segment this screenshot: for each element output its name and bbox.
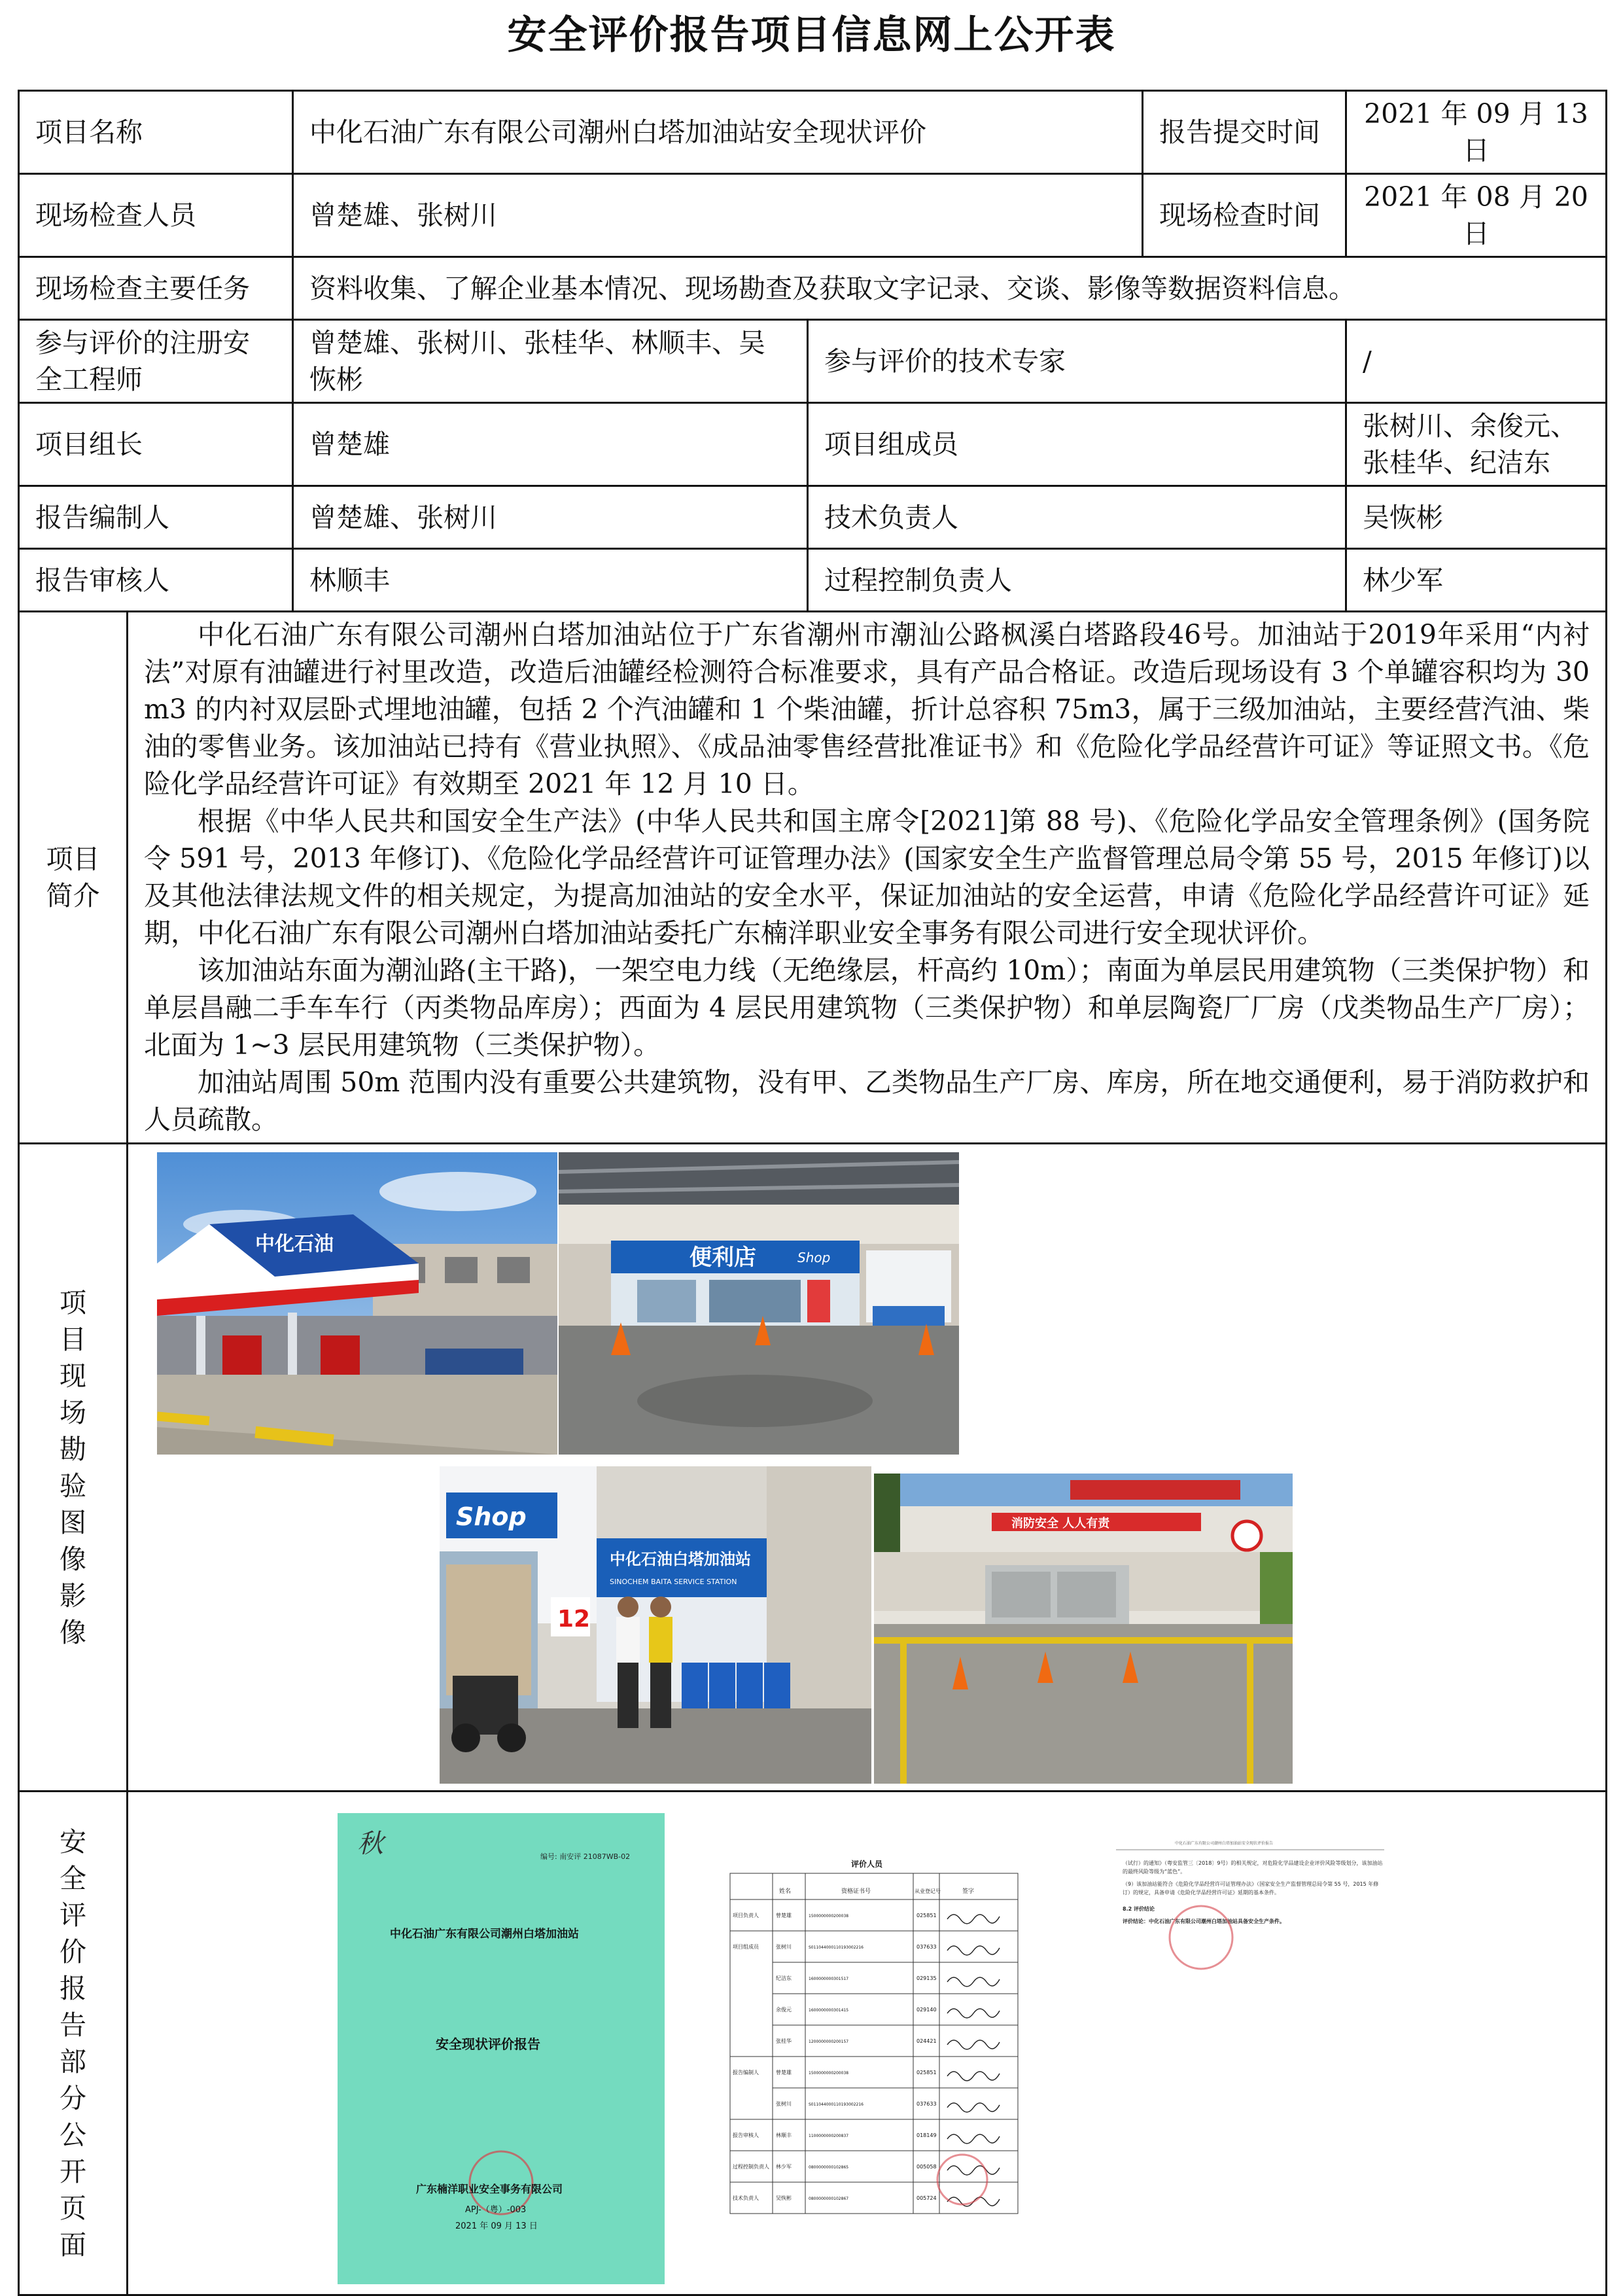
report-cover-page bbox=[338, 1813, 665, 2284]
staff-reg-no: 025851 bbox=[916, 1913, 937, 1918]
row-intro bbox=[19, 612, 1607, 1144]
info-table bbox=[18, 90, 1607, 2296]
row-report-pages bbox=[19, 1792, 1607, 2295]
staff-name: 张桂华 bbox=[776, 2038, 792, 2044]
process-control-value: 林少军 bbox=[1346, 549, 1607, 612]
staff-name: 余俊元 bbox=[776, 2007, 792, 2013]
staff-signature bbox=[947, 2103, 1000, 2112]
row-photos bbox=[19, 1144, 1607, 1792]
staff-photo bbox=[440, 1466, 871, 1784]
price-sign-text: 12 bbox=[557, 1606, 591, 1633]
cover-company: 中化石油广东有限公司潮州白塔加油站 bbox=[390, 1928, 579, 1941]
staff-signature bbox=[947, 2166, 1000, 2175]
report-conclusion-page bbox=[1077, 1813, 1417, 2284]
project-name-value: 中化石油广东有限公司潮州白塔加油站安全现状评价 bbox=[293, 91, 1143, 174]
station-sign-text: 中化石油 bbox=[255, 1233, 334, 1256]
staff-header-sign: 签字 bbox=[962, 1888, 975, 1895]
row-compiler bbox=[19, 486, 1607, 549]
reviewer-label: 报告审核人 bbox=[19, 549, 293, 612]
staff-signature bbox=[947, 2040, 1000, 2049]
row-main-task bbox=[19, 257, 1607, 320]
cover-cert: APJ-（粤）-003 bbox=[465, 2205, 527, 2215]
staff-cert-no: 1600000000301517 bbox=[809, 1977, 849, 1981]
row-inspectors bbox=[19, 174, 1607, 257]
cover-date: 2021 年 09 月 13 日 bbox=[455, 2221, 538, 2231]
staff-header-name: 姓名 bbox=[779, 1888, 792, 1895]
staff-reg-no: 029140 bbox=[916, 2007, 937, 2013]
staff-cert-no: 1500000000200038 bbox=[809, 1914, 849, 1918]
project-name-label: 项目名称 bbox=[19, 91, 293, 174]
row-engineers bbox=[19, 320, 1607, 403]
staff-reg-no: 024421 bbox=[916, 2038, 937, 2044]
staff-name: 吴恢彬 bbox=[776, 2195, 792, 2201]
staff-name: 曾楚雄 bbox=[776, 2070, 792, 2075]
cover-agency: 广东楠洋职业安全事务有限公司 bbox=[416, 2183, 563, 2195]
wall-banner-text: 消防安全 人人有责 bbox=[1011, 1517, 1110, 1530]
tech-lead-label: 技术负责人 bbox=[808, 486, 1346, 549]
staff-table-title: 评价人员 bbox=[851, 1860, 883, 1869]
staff-role: 报告编制人 bbox=[733, 2070, 759, 2075]
experts-label: 参与评价的技术专家 bbox=[808, 320, 1346, 403]
engineers-value: 曾楚雄、张树川、张桂华、林顺丰、吴恢彬 bbox=[293, 320, 808, 403]
inspection-time-label: 现场检查时间 bbox=[1143, 174, 1346, 257]
staff-header-reg: 从业登记号 bbox=[915, 1888, 941, 1894]
engineers-label: 参与评价的注册安全工程师 bbox=[19, 320, 293, 403]
staff-signature bbox=[947, 1946, 1000, 1955]
staff-name: 林少军 bbox=[776, 2164, 792, 2170]
staff-stamp bbox=[937, 2155, 987, 2204]
inspectors-label: 现场检查人员 bbox=[19, 174, 293, 257]
conclusion-line: （9）该加油站能符合《危险化学品经营许可证管理办法》（国家安全生产监督管理总局令第 55 号，2015 年修订）的规定，具备申请《危险化学品经营许可证》延期的基本条件。 bbox=[1123, 1881, 1379, 1896]
cover-report-title: 安全现状评价报告 bbox=[436, 2036, 540, 2052]
staff-name: 张树川 bbox=[776, 2101, 792, 2107]
row-reviewer bbox=[19, 549, 1607, 612]
pages-cell bbox=[128, 1792, 1607, 2295]
tank-area-photo bbox=[874, 1474, 1293, 1784]
submit-time-value: 2021 年 09 月 13 日 bbox=[1346, 91, 1607, 174]
page-title: 安全评价报告项目信息网上公开表 bbox=[507, 12, 1116, 58]
store-sign-text: 便利店 bbox=[689, 1245, 756, 1271]
staff-cert-no: 1500000000200038 bbox=[809, 2071, 849, 2075]
staff-signature bbox=[947, 1915, 1000, 1924]
staff-header-cert: 资格证书号 bbox=[841, 1888, 871, 1895]
staff-name: 林顺丰 bbox=[776, 2132, 792, 2138]
photos-cell bbox=[128, 1144, 1607, 1792]
staff-signature bbox=[947, 2072, 1000, 2081]
members-value: 张树川、余俊元、张桂华、纪洁东 bbox=[1346, 403, 1607, 486]
staff-signature bbox=[947, 2009, 1000, 2018]
staff-reg-no: 025851 bbox=[916, 2070, 937, 2075]
intro-paragraph: 加油站周围 50m 范围内没有重要公共建筑物，没有甲、乙类物品生产厂房、库房，所在地交通便利，易于消防救护和人员疏散。 bbox=[144, 1067, 1590, 1135]
leader-value: 曾楚雄 bbox=[293, 403, 808, 486]
experts-value: / bbox=[1346, 320, 1607, 403]
intro-paragraph: 中化石油广东有限公司潮州白塔加油站位于广东省潮州市潮汕公路枫溪白塔路段46号。加油站于2019年采用“内衬法”对原有油罐进行衬里改造，改造后油罐经检测符合标准要求，具有产品合格证。改造后现场设有 3 个单罐容积均为 30m3 的内衬双层卧式埋地油罐，包括 2 个汽油罐和 1 个柴油罐，折计总容积 75m3，属于三级加油站，主要经营汽油、柴油的零售业务。该加油站已持有《营业执照》、《成品油零售经营批准证书》和《危险化学品经营许可证》等证照文书。《危险化学品经营许可证》有效期至 2021 年 12 月 10 日。 bbox=[144, 619, 1590, 800]
leader-label: 项目组长 bbox=[19, 403, 293, 486]
main-task-label: 现场检查主要任务 bbox=[19, 257, 293, 320]
station-name-text: 中化石油白塔加油站 bbox=[610, 1550, 751, 1568]
intro-paragraph: 该加油站东面为潮汕路(主干路)，一架空电力线（无绝缘层，杆高约 10m）；南面为单层民用建筑物（三类保护物）和单层昌融二手车车行（丙类物品库房）；西面为 4 层民用建筑物（三类保护物）和单层陶瓷厂厂房（戊类物品生产厂房）；北面为 1~3 层民用建筑物（三类保护物）。 bbox=[144, 955, 1590, 1061]
main-task-value: 资料收集、了解企业基本情况、现场勘查及获取文字记录、交谈、影像等数据资料信息。 bbox=[293, 257, 1607, 320]
conclusion-line: （试行）的通知》（粤安监管三〔2018〕9号）的相关规定，对危险化学品建设企业评价风险等级划分，该加油站的最终风险等级为“蓝色”。 bbox=[1123, 1860, 1383, 1875]
compiler-label: 报告编制人 bbox=[19, 486, 293, 549]
intro-content bbox=[128, 612, 1607, 1144]
process-control-label: 过程控制负责人 bbox=[808, 549, 1346, 612]
conclusion-text: 评价结论：中化石油广东有限公司潮州白塔加油站具备安全生产条件。 bbox=[1123, 1918, 1285, 1924]
conclusion-section: 8.2 评价结论 bbox=[1123, 1906, 1155, 1912]
staff-role: 项目负责人 bbox=[733, 1913, 759, 1918]
staff-cert-no: S011044000110193002216 bbox=[809, 1945, 864, 1950]
report-staff-page bbox=[704, 1813, 1044, 2284]
inspection-time-value: 2021 年 08 月 20 日 bbox=[1346, 174, 1607, 257]
staff-reg-no: 018149 bbox=[916, 2132, 937, 2138]
intro-label: 项目简介 bbox=[19, 612, 128, 1144]
staff-signature bbox=[947, 2134, 1000, 2144]
staff-cert-no: 1200000000200157 bbox=[809, 2040, 849, 2044]
intro-paragraph: 根据《中华人民共和国安全生产法》(中华人民共和国主席令[2021]第 88 号)、《危险化学品安全管理条例》(国务院令 591 号，2013 年修订)、《危险化学品经营许可证管理办法》(国家安全生产监督管理总局令第 55 号，2015 年修订)以及其他法律法规文件的相关规定，为提高加油站的安全水平，保证加油站的安全运营，申请《危险化学品经营许可证》延期，中化石油广东有限公司潮州白塔加油站委托广东楠洋职业安全事务有限公司进行安全现状评价。 bbox=[144, 805, 1590, 949]
staff-cert-no: 1600000000301415 bbox=[809, 2008, 849, 2013]
forecourt-photo bbox=[157, 1152, 557, 1455]
reviewer-value: 林顺丰 bbox=[293, 549, 808, 612]
staff-role: 报告审核人 bbox=[733, 2132, 759, 2138]
submit-time-label: 报告提交时间 bbox=[1143, 91, 1346, 174]
cover-doc-no: 编号: 南安评 21087WB-02 bbox=[540, 1852, 631, 1861]
staff-cert-no: 0800000000102865 bbox=[809, 2165, 849, 2170]
row-leader bbox=[19, 403, 1607, 486]
store-photo bbox=[559, 1152, 959, 1455]
row-project-name bbox=[19, 91, 1607, 174]
staff-role: 项目组成员 bbox=[733, 1944, 759, 1950]
staff-name: 张树川 bbox=[776, 1944, 792, 1950]
cover-handwritten: 秋 bbox=[357, 1829, 383, 1859]
station-name-en-text: SINOCHEM BAITA SERVICE STATION bbox=[610, 1578, 737, 1586]
staff-cert-no: S011044000110193002216 bbox=[809, 2102, 864, 2107]
conclusion-header: 中化石油广东有限公司潮州白塔加油站安全现状评价报告 bbox=[1175, 1841, 1274, 1846]
staff-name: 曾楚雄 bbox=[776, 1913, 792, 1918]
staff-cert-no: 0800000000102867 bbox=[809, 2197, 849, 2201]
compiler-value: 曾楚雄、张树川 bbox=[293, 486, 808, 549]
inspectors-value: 曾楚雄、张树川 bbox=[293, 174, 1143, 257]
tech-lead-value: 吴恢彬 bbox=[1346, 486, 1607, 549]
staff-reg-no: 029135 bbox=[916, 1975, 937, 1981]
staff-signature bbox=[947, 1977, 1000, 1987]
staff-role: 技术负责人 bbox=[733, 2195, 759, 2201]
members-label: 项目组成员 bbox=[808, 403, 1346, 486]
staff-reg-no: 037633 bbox=[916, 1944, 937, 1950]
store-shop-text: Shop bbox=[797, 1250, 831, 1265]
staff-reg-no: 037633 bbox=[916, 2101, 937, 2107]
shop-sign-text: Shop bbox=[456, 1502, 527, 1531]
pages-label: 安全评价报告部分公开页面 bbox=[19, 1792, 128, 2295]
staff-reg-no: 005058 bbox=[916, 2164, 937, 2170]
staff-cert-no: 1100000000200837 bbox=[809, 2134, 849, 2138]
staff-role: 过程控制负责人 bbox=[733, 2164, 769, 2170]
staff-reg-no: 005724 bbox=[916, 2195, 937, 2201]
staff-name: 纪洁东 bbox=[776, 1975, 792, 1981]
photos-label: 项目现场勘验图像影像 bbox=[19, 1144, 128, 1792]
